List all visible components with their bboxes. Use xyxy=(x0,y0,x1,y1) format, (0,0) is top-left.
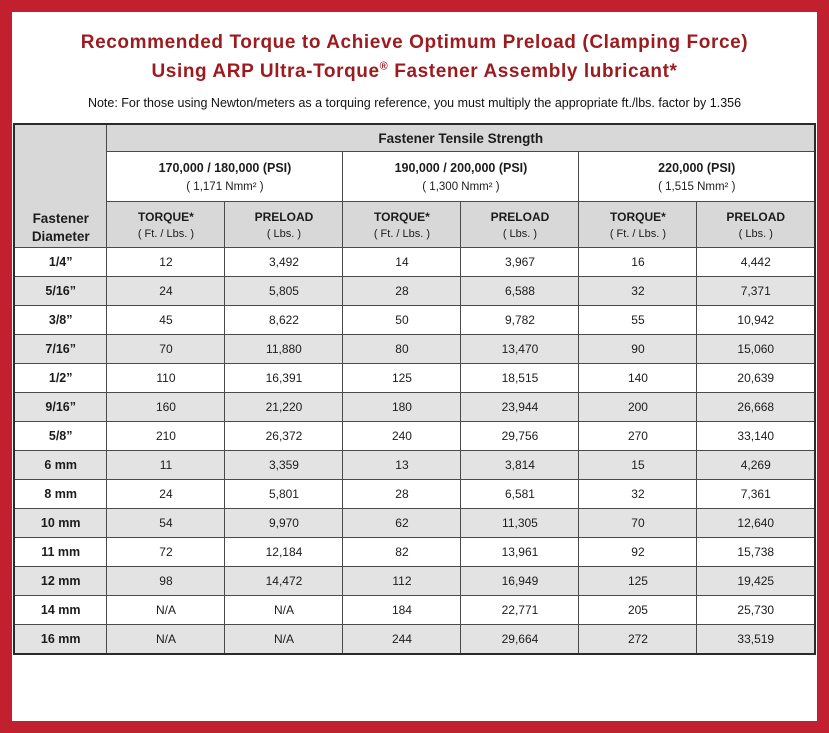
torque-label-1: TORQUE* xyxy=(138,209,194,224)
torque-value-cell: 32 xyxy=(579,277,697,306)
fastener-diameter-cell: 11 mm xyxy=(14,538,107,567)
torque-value-cell: 140 xyxy=(579,364,697,393)
preload-label-2: PRELOAD xyxy=(490,209,550,224)
torque-value-cell: 125 xyxy=(579,567,697,596)
preload-column-header-2 xyxy=(461,202,579,248)
preload-value-cell: 21,220 xyxy=(225,393,343,422)
preload-label-3: PRELOAD xyxy=(726,209,786,224)
psi-group-header-row xyxy=(14,152,815,202)
psi-group-190-200-label: 190,000 / 200,000 (PSI) xyxy=(394,160,528,175)
title-line2-pre: Using ARP Ultra-Torque xyxy=(151,61,380,83)
torque-value-cell: 200 xyxy=(579,393,697,422)
preload-value-cell: 26,668 xyxy=(697,393,815,422)
psi-group-190-200 xyxy=(343,152,579,202)
preload-value-cell: 13,961 xyxy=(461,538,579,567)
torque-value-cell: 14 xyxy=(343,248,461,277)
torque-value-cell: 240 xyxy=(343,422,461,451)
preload-value-cell: 6,581 xyxy=(461,480,579,509)
torque-value-cell: 80 xyxy=(343,335,461,364)
torque-column-header-3 xyxy=(579,202,697,248)
preload-value-cell: 11,880 xyxy=(225,335,343,364)
table-row xyxy=(14,393,815,422)
torque-value-cell: 90 xyxy=(579,335,697,364)
preload-value-cell: 4,442 xyxy=(697,248,815,277)
psi-group-170-180 xyxy=(107,152,343,202)
torque-value-cell: 110 xyxy=(107,364,225,393)
preload-sub-1: ( Lbs. ) xyxy=(266,227,302,240)
torque-value-cell: 12 xyxy=(107,248,225,277)
preload-value-cell: 33,140 xyxy=(697,422,815,451)
page-title-line2 xyxy=(12,57,817,86)
torque-column-header-1 xyxy=(107,202,225,248)
torque-preload-table xyxy=(13,123,816,655)
table-row xyxy=(14,422,815,451)
torque-value-cell: 11 xyxy=(107,451,225,480)
preload-value-cell: 7,371 xyxy=(697,277,815,306)
torque-value-cell: 125 xyxy=(343,364,461,393)
table-row xyxy=(14,451,815,480)
table-row xyxy=(14,596,815,625)
torque-value-cell: 24 xyxy=(107,480,225,509)
preload-value-cell: 25,730 xyxy=(697,596,815,625)
title-block xyxy=(12,12,817,110)
preload-value-cell: 5,801 xyxy=(225,480,343,509)
table-row xyxy=(14,480,815,509)
preload-value-cell: 3,814 xyxy=(461,451,579,480)
torque-value-cell: 72 xyxy=(107,538,225,567)
torque-value-cell: 28 xyxy=(343,480,461,509)
fastener-diameter-cell: 10 mm xyxy=(14,509,107,538)
preload-value-cell: 15,060 xyxy=(697,335,815,364)
preload-value-cell: 15,738 xyxy=(697,538,815,567)
preload-value-cell: 23,944 xyxy=(461,393,579,422)
torque-value-cell: 184 xyxy=(343,596,461,625)
preload-value-cell: 16,391 xyxy=(225,364,343,393)
preload-value-cell: 29,664 xyxy=(461,625,579,654)
fastener-tensile-strength-header: Fastener Tensile Strength xyxy=(107,124,815,152)
torque-value-cell: 70 xyxy=(579,509,697,538)
fastener-diameter-cell: 7/16” xyxy=(14,335,107,364)
fastener-diameter-cell: 5/16” xyxy=(14,277,107,306)
preload-label-1: PRELOAD xyxy=(254,209,314,224)
torque-value-cell: 32 xyxy=(579,480,697,509)
preload-value-cell: 9,782 xyxy=(461,306,579,335)
fastener-diameter-cell: 3/8” xyxy=(14,306,107,335)
table-row xyxy=(14,306,815,335)
torque-value-cell: 112 xyxy=(343,567,461,596)
torque-value-cell: 16 xyxy=(579,248,697,277)
table-row xyxy=(14,509,815,538)
preload-value-cell: 7,361 xyxy=(697,480,815,509)
title-line2-post: Fastener Assembly lubricant* xyxy=(388,61,678,83)
torque-sub-3: ( Ft. / Lbs. ) xyxy=(609,227,667,240)
torque-value-cell: 62 xyxy=(343,509,461,538)
table-row xyxy=(14,567,815,596)
torque-column-header-2 xyxy=(343,202,461,248)
preload-value-cell: 9,970 xyxy=(225,509,343,538)
preload-value-cell: N/A xyxy=(225,596,343,625)
preload-value-cell: 11,305 xyxy=(461,509,579,538)
preload-value-cell: 10,942 xyxy=(697,306,815,335)
torque-value-cell: 24 xyxy=(107,277,225,306)
document-panel xyxy=(12,12,817,721)
torque-value-cell: 92 xyxy=(579,538,697,567)
preload-value-cell: 18,515 xyxy=(461,364,579,393)
preload-value-cell: 33,519 xyxy=(697,625,815,654)
fastener-diameter-cell: 6 mm xyxy=(14,451,107,480)
fastener-diameter-cell: 9/16” xyxy=(14,393,107,422)
torque-value-cell: 54 xyxy=(107,509,225,538)
preload-value-cell: 26,372 xyxy=(225,422,343,451)
preload-value-cell: 14,472 xyxy=(225,567,343,596)
preload-value-cell: 16,949 xyxy=(461,567,579,596)
torque-value-cell: 50 xyxy=(343,306,461,335)
torque-value-cell: N/A xyxy=(107,625,225,654)
preload-value-cell: 19,425 xyxy=(697,567,815,596)
preload-value-cell: 22,771 xyxy=(461,596,579,625)
preload-value-cell: 13,470 xyxy=(461,335,579,364)
table-row xyxy=(14,335,815,364)
preload-value-cell: 5,805 xyxy=(225,277,343,306)
psi-group-220-label: 220,000 (PSI) xyxy=(658,160,736,175)
tensile-strength-header-row xyxy=(14,124,815,152)
fastener-diameter-cell: 5/8” xyxy=(14,422,107,451)
psi-group-220 xyxy=(579,152,815,202)
preload-value-cell: 3,492 xyxy=(225,248,343,277)
fastener-diameter-cell: 1/2” xyxy=(14,364,107,393)
table-row xyxy=(14,277,815,306)
psi-group-170-180-nmm: ( 1,171 Nmm² ) xyxy=(186,180,264,193)
table-row xyxy=(14,248,815,277)
psi-group-170-180-label: 170,000 / 180,000 (PSI) xyxy=(158,160,292,175)
torque-value-cell: 244 xyxy=(343,625,461,654)
psi-group-220-nmm: ( 1,515 Nmm² ) xyxy=(658,180,736,193)
torque-value-cell: 45 xyxy=(107,306,225,335)
preload-value-cell: 3,967 xyxy=(461,248,579,277)
torque-value-cell: 210 xyxy=(107,422,225,451)
torque-value-cell: 70 xyxy=(107,335,225,364)
torque-value-cell: 272 xyxy=(579,625,697,654)
torque-value-cell: 270 xyxy=(579,422,697,451)
torque-value-cell: 205 xyxy=(579,596,697,625)
torque-sub-2: ( Ft. / Lbs. ) xyxy=(373,227,431,240)
fastener-diameter-cell: 8 mm xyxy=(14,480,107,509)
torque-value-cell: 55 xyxy=(579,306,697,335)
torque-value-cell: 160 xyxy=(107,393,225,422)
torque-label-2: TORQUE* xyxy=(374,209,430,224)
preload-column-header-1 xyxy=(225,202,343,248)
preload-value-cell: N/A xyxy=(225,625,343,654)
table-body xyxy=(14,248,815,654)
registered-trademark-symbol: ® xyxy=(379,61,389,74)
table-row xyxy=(14,625,815,654)
preload-value-cell: 4,269 xyxy=(697,451,815,480)
torque-value-cell: 15 xyxy=(579,451,697,480)
page-title-line1: Recommended Torque to Achieve Optimum Preload (Clamping Force) xyxy=(80,32,749,53)
fastener-diameter-cell: 14 mm xyxy=(14,596,107,625)
table-row xyxy=(14,364,815,393)
fastener-diameter-cell: 12 mm xyxy=(14,567,107,596)
psi-group-190-200-nmm: ( 1,300 Nmm² ) xyxy=(422,180,500,193)
preload-column-header-3 xyxy=(697,202,815,248)
torque-value-cell: 28 xyxy=(343,277,461,306)
torque-value-cell: 180 xyxy=(343,393,461,422)
torque-value-cell: 82 xyxy=(343,538,461,567)
preload-value-cell: 12,184 xyxy=(225,538,343,567)
preload-sub-2: ( Lbs. ) xyxy=(502,227,538,240)
preload-value-cell: 8,622 xyxy=(225,306,343,335)
conversion-note: Note: For those using Newton/meters as a torquing reference, you must multiply the appropriate ft./lbs. factor by 1.356 xyxy=(87,95,742,110)
fastener-diameter-cell: 1/4” xyxy=(14,248,107,277)
column-header-row xyxy=(14,202,815,248)
torque-value-cell: N/A xyxy=(107,596,225,625)
preload-value-cell: 6,588 xyxy=(461,277,579,306)
torque-value-cell: 98 xyxy=(107,567,225,596)
fastener-diameter-header: Fastener Diameter xyxy=(14,124,107,248)
torque-sub-1: ( Ft. / Lbs. ) xyxy=(137,227,195,240)
preload-value-cell: 20,639 xyxy=(697,364,815,393)
torque-value-cell: 13 xyxy=(343,451,461,480)
preload-value-cell: 3,359 xyxy=(225,451,343,480)
preload-value-cell: 29,756 xyxy=(461,422,579,451)
preload-value-cell: 12,640 xyxy=(697,509,815,538)
fastener-diameter-cell: 16 mm xyxy=(14,625,107,654)
table-row xyxy=(14,538,815,567)
torque-label-3: TORQUE* xyxy=(610,209,666,224)
preload-sub-3: ( Lbs. ) xyxy=(738,227,773,240)
